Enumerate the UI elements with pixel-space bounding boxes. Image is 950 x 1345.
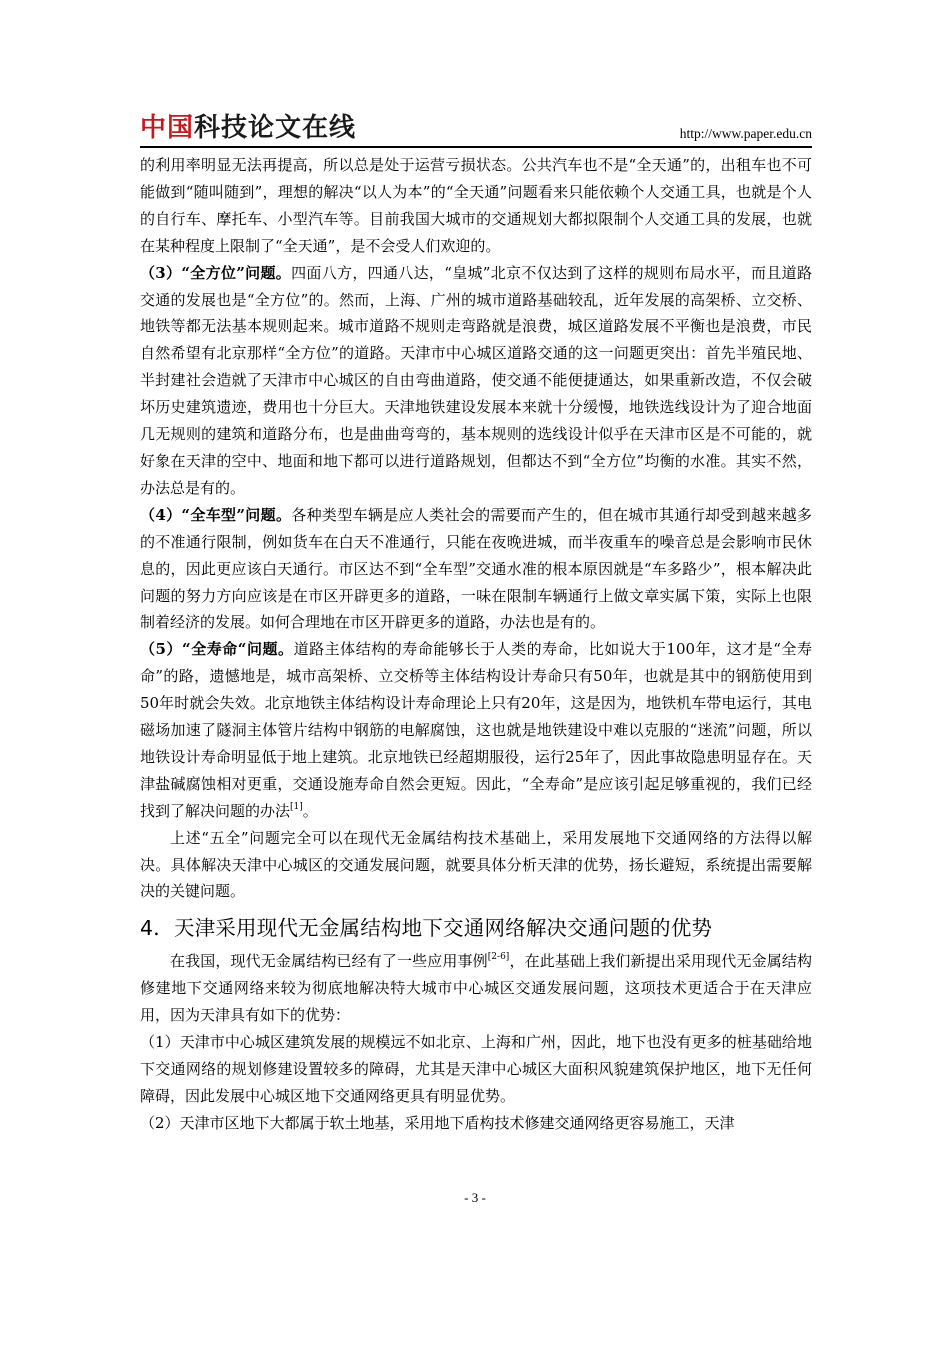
logo-part-china: 中国 bbox=[140, 113, 195, 143]
logo-part-sci-paper-online: 科技论文在线 bbox=[194, 113, 357, 143]
paragraph-section4-intro-rest: ，在此基础上我们新提出采用现代无金属结构修建地下交通网络来较为彻底地解决特大城市中心城区交通发展问题，这项技术更适合于在天津应用，因为天津具有如下的优势： bbox=[140, 952, 812, 1025]
paragraph-all-life-text: 道路主体结构的寿命能够长于人类的寿命，比如说大于100年，这才是“全寿命”的路，遗憾地是，城市高架桥、立交桥等主体结构设计寿命只有50年，也就是其中的钢筋使用到50年时就会失效。北京地铁主体结构设计寿命理论上只有20年，这是因为，地铁机车带电运行，其电磁场加速了隧洞主体管片结构中钢筋的电解腐蚀，这也就是地铁建设中难以克服的“迷流”问题，所以地铁设计寿命明显低于地上建筑。北京地铁已经超期服役，运行25年了，因此事故隐患明显存在。天津盐碱腐蚀相对更重，交通设施寿命自然会更短。因此，“全寿命”是应该引起足够重视的，我们已经找到了解决问题的办法 bbox=[140, 640, 812, 820]
paragraph-all-vehicle bbox=[140, 502, 812, 637]
page-number: - 3 - bbox=[464, 1190, 486, 1205]
article-body bbox=[140, 152, 812, 1137]
paragraph-summary: 上述“五全”问题完全可以在现代无金属结构技术基础上，采用发展地下交通网络的方法得以解决。具体解决天津中心城区的交通发展问题，就要具体分析天津的优势，扬长避短，系统提出需要解决的关键问题。 bbox=[140, 828, 812, 901]
header-rule bbox=[140, 146, 812, 148]
paragraph-section4-intro-start: 在我国，现代无金属结构已经有了一些应用事例 bbox=[170, 952, 488, 971]
section-heading-4: 4．天津采用现代无金属结构地下交通网络解决交通问题的优势 bbox=[140, 916, 713, 941]
site-logo bbox=[140, 112, 356, 144]
paragraph-continued: 的利用率明显无法再提高，所以总是处于运营亏损状态。公共汽车也不是“全天通”的，出租车也不可能做到“随叫随到”，理想的解决“以人为本”的“全天通”问题看来只能依赖个人交通工具，也就是个人的自行车、摩托车、小型汽车等。目前我国大城市的交通规划大都拟限制个人交通工具的发展，也就在某种程度上限制了“全天通”，是不会受人们欢迎的。 bbox=[140, 156, 812, 255]
paragraph-all-direction-text: 四面八方，四通八达，“皇城”北京不仅达到了这样的规则布局水平，而且道路交通的发展也是“全方位”的。然而，上海、广州的城市道路基础较乱，近年发展的高架桥、立交桥、地铁等都无法基本规则起来。城市道路不规则走弯路就是浪费，城区道路发展不平衡也是浪费，市民自然希望有北京那样“全方位”的道路。天津市中心城区道路交通的这一问题更突出：首先半殖民地、半封建社会造就了天津市中心城区的自由弯曲道路，使交通不能便捷通达，如果重新改造，不仅会破坏历史建筑遗迹，费用也十分巨大。天津地铁建设发展本来就十分缓慢，地铁选线设计为了迎合地面几无规则的建筑和道路分布，也是曲曲弯弯的，基本规则的选线设计似乎在天津市区是不可能的，就好象在天津的空中、地面和地下都可以进行道路规划，但都达不到“全方位”均衡的水准。其实不然，办法总是有的。 bbox=[140, 263, 812, 497]
citation-ref-2-6[interactable]: [2-6] bbox=[487, 952, 510, 963]
lead-all-vehicle: （4）“全车型”问题。 bbox=[140, 505, 292, 524]
lead-all-life: （5）“全寿命“问题。 bbox=[140, 640, 294, 659]
paragraph-section4-intro bbox=[140, 948, 812, 1029]
page-header bbox=[140, 112, 812, 144]
list-item-advantage-2: （2）天津市区地下大都属于软土地基，采用地下盾构技术修建交通网络更容易施工，天津 bbox=[140, 1113, 735, 1132]
header-url[interactable]: http://www.paper.edu.cn bbox=[679, 126, 812, 141]
paragraph-all-vehicle-text: 各种类型车辆是应人类社会的需要而产生的，但在城市其通行却受到越来越多的不准通行限制，例如货车在白天不准通行，只能在夜晚进城，而半夜重车的噪音总是会影响市民休息的，因此更应该白天通行。市区达不到“全车型”交通水准的根本原因就是“车多路少”，根本解决此问题的努力方向应该是在市区开辟更多的道路，一味在限制车辆通行上做文章实属下策，实际上也限制着经济的发展。如何合理地在市区开辟更多的道路，办法也是有的。 bbox=[140, 505, 812, 632]
list-item-advantage-1: （1）天津市中心城区建筑发展的规模远不如北京、上海和广州，因此，地下也没有更多的桩基础给地下交通网络的规划修建设置较多的障碍，尤其是天津中心城区大面积风貌建筑保护地区，地下无任何障碍，因此发展中心城区地下交通网络更具有明显优势。 bbox=[140, 1033, 812, 1105]
paragraph-all-life-end: 。 bbox=[302, 801, 318, 820]
lead-all-direction: （3）“全方位”问题。 bbox=[140, 263, 292, 282]
paragraph-all-direction bbox=[140, 260, 812, 502]
paragraph-all-life bbox=[140, 636, 812, 824]
citation-ref-1[interactable]: [1] bbox=[290, 801, 303, 812]
